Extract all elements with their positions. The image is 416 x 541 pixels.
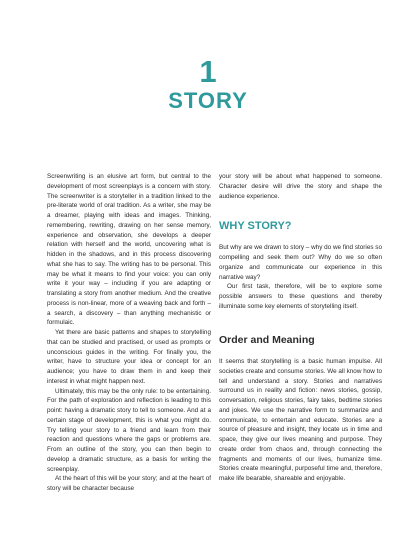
left-column <box>47 172 211 494</box>
chapter-title: STORY <box>168 88 248 113</box>
body-paragraph: Our first task, therefore, will be to explore some possible answers to these questions and thereby illuminate some key elements of storytelling itself. <box>219 283 382 310</box>
body-paragraph: Screenwriting is an elusive art form, but central to the development of most screenplays is a concern with story. The screenwriter is a storyteller in a tradition linked to the pre-literate world of oral tradition. As a writer, she may be a dreamer, playing with ideas and images. Thinking, remembering, rewriting, drawing on her sense memory, experience and observation, she develops a deeper relation with herself and the world, uncovering what is hidden in the shadows, and in this process discovering what she has to say. The writing has to be personal. This may be what it means to find your voice: you can only write it your way – including if you are adapting or translating a story from another medium. And the creative process is non-linear, more of a weaving back and forth – a search, a discovery – than anything mechanistic or formulaic. <box>47 173 211 327</box>
body-paragraph: Yet there are basic patterns and shapes to storytelling that can be studied and practised, or used as prompts or unconscious guides in the writing. For finally you, the writer, have to structure your idea or concept for an audience; you have to draw them in and keep their interest in what might happen next. <box>47 329 211 385</box>
body-paragraph: Ultimately, this may be the only rule: to be entertaining. For the path of exploration and reflection is leading to this point: having a dramatic story to tell to someone. And at a certain stage of development, this is what you might do. Try telling your story to a friend and learn from their reaction and questions where the gaps or problems are. From an outline of the story, you can then begin to develop a dramatic structure, as a basis for writing the screenplay. <box>47 387 211 473</box>
body-paragraph: It seems that storytelling is a basic human impulse. All societies create and consume stories. We all know how to tell and understand a story. Stories and narratives surround us in reality and fiction: news stories, gossip, conversation, religious stories, fairy tales, bedtime stories and jokes. We use the narrative form to summarize and communicate, to entertain and educate. Stories are a source of pleasure and insight, they locate us in time and space, they give our lives meaning and purpose. They create order from chaos and, through connecting the fragments and moments of our lives, humanize time. Stories create meaningful, purposeful time and, therefore, make life bearable, shareable and enjoyable. <box>219 358 382 482</box>
chapter-number: 1 <box>199 54 217 89</box>
body-paragraph: At the heart of this will be your story; and at the heart of story will be character because <box>47 475 211 492</box>
body-paragraph: your story will be about what happened to someone. Character desire will drive the story and shape the audience experience. <box>219 173 382 200</box>
right-column <box>219 172 382 484</box>
section-heading-why-story: WHY STORY? <box>219 220 292 233</box>
body-paragraph: But why are we drawn to story – why do we find stories so compelling and seek them out? Why do we so often organize and communicate our experience in this narrative way? <box>219 244 382 281</box>
section-heading-order-and-meaning: Order and Meaning <box>219 333 315 346</box>
